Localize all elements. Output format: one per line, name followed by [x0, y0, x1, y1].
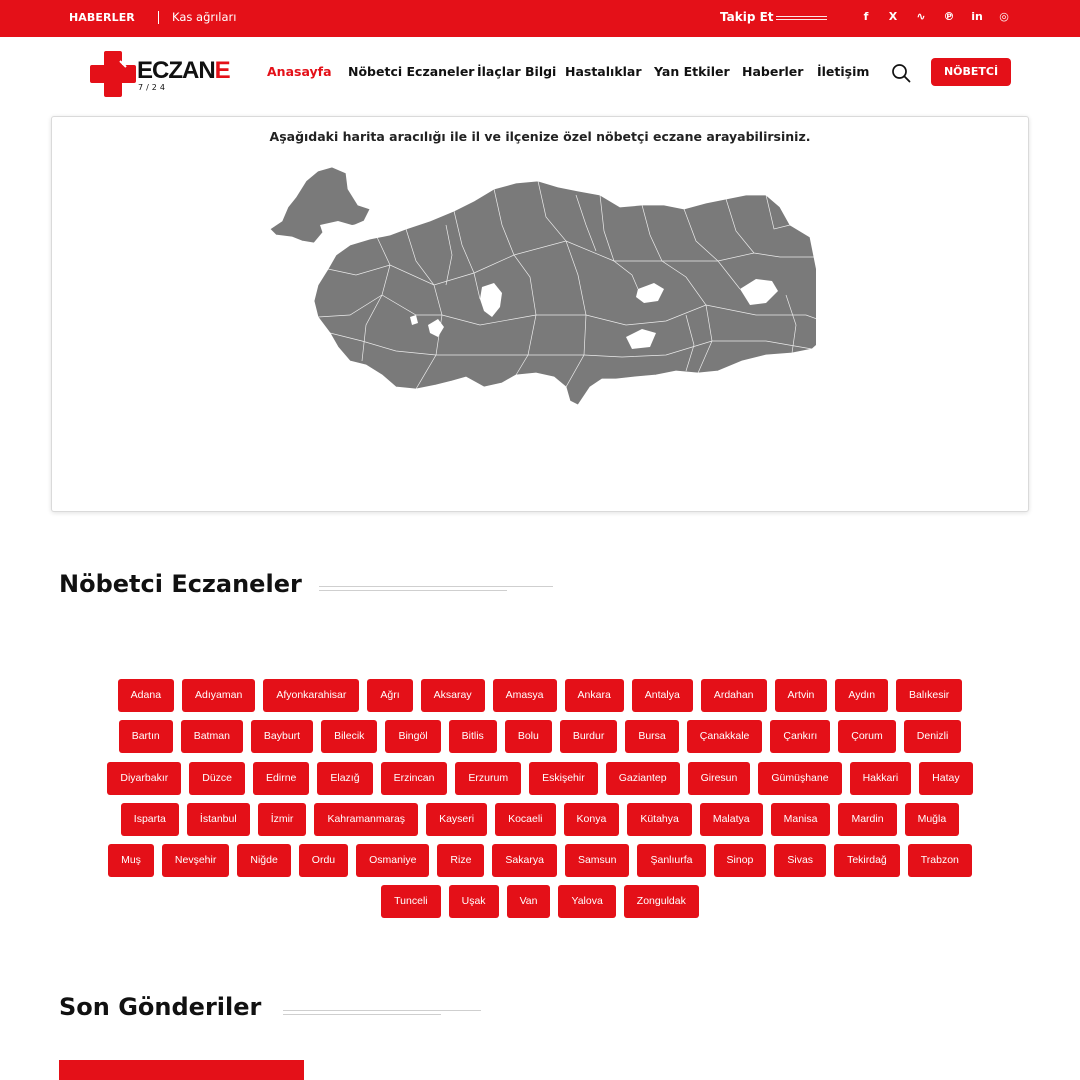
- city-button[interactable]: Nevşehir: [162, 844, 229, 877]
- city-button[interactable]: Ordu: [299, 844, 348, 877]
- facebook-icon[interactable]: f: [863, 10, 869, 23]
- site-logo[interactable]: [90, 51, 230, 97]
- city-button[interactable]: Ankara: [565, 679, 624, 712]
- city-button[interactable]: Bolu: [505, 720, 552, 753]
- logo-wordmark: ECZANE: [137, 57, 230, 84]
- city-button[interactable]: Niğde: [237, 844, 290, 877]
- city-button[interactable]: Malatya: [700, 803, 763, 836]
- map-anatolia[interactable]: [314, 181, 816, 405]
- city-button[interactable]: Bartın: [119, 720, 173, 753]
- city-button[interactable]: Muş: [108, 844, 154, 877]
- city-button[interactable]: Isparta: [121, 803, 179, 836]
- city-button[interactable]: Amasya: [493, 679, 557, 712]
- city-button[interactable]: Çankırı: [770, 720, 830, 753]
- ticker-separator: [158, 11, 159, 24]
- map-description: Aşağıdaki harita aracılığı ile il ve ilçenize özel nöbetçi eczane arayabilirsiniz.: [269, 129, 811, 144]
- city-button[interactable]: Erzincan: [381, 762, 448, 795]
- search-icon[interactable]: [891, 63, 911, 83]
- city-button[interactable]: İstanbul: [187, 803, 250, 836]
- city-button[interactable]: Hatay: [919, 762, 972, 795]
- city-button[interactable]: Gaziantep: [606, 762, 680, 795]
- city-button[interactable]: Diyarbakır: [107, 762, 181, 795]
- pinterest-icon[interactable]: ℗: [943, 10, 955, 23]
- city-button[interactable]: Tekirdağ: [834, 844, 900, 877]
- city-button[interactable]: Rize: [437, 844, 484, 877]
- city-button[interactable]: Ağrı: [367, 679, 412, 712]
- city-button[interactable]: Kahramanmaraş: [314, 803, 418, 836]
- city-button[interactable]: Giresun: [688, 762, 751, 795]
- x-twitter-icon[interactable]: X: [888, 10, 898, 23]
- city-row: [0, 762, 1080, 795]
- city-button[interactable]: Batman: [181, 720, 243, 753]
- on-duty-button[interactable]: NÖBETCİ: [931, 58, 1011, 86]
- city-button[interactable]: Artvin: [775, 679, 828, 712]
- city-button[interactable]: Eskişehir: [529, 762, 598, 795]
- city-button[interactable]: Bursa: [625, 720, 678, 753]
- city-button[interactable]: Çorum: [838, 720, 896, 753]
- linkedin-icon[interactable]: in: [971, 10, 983, 23]
- city-button[interactable]: Adana: [118, 679, 174, 712]
- city-button[interactable]: Düzce: [189, 762, 245, 795]
- city-button[interactable]: Bingöl: [385, 720, 440, 753]
- news-ticker-link[interactable]: Kas ağrıları: [172, 10, 237, 24]
- city-button[interactable]: Aksaray: [421, 679, 485, 712]
- city-button[interactable]: Elazığ: [317, 762, 372, 795]
- instagram-icon[interactable]: ◎: [999, 10, 1009, 23]
- city-button[interactable]: Uşak: [449, 885, 499, 918]
- city-button[interactable]: Sinop: [714, 844, 767, 877]
- city-button[interactable]: Ardahan: [701, 679, 767, 712]
- turkey-province-map[interactable]: [266, 165, 816, 410]
- city-row: [0, 803, 1080, 836]
- city-row: [0, 720, 1080, 753]
- top-bar: [0, 0, 1080, 37]
- city-button[interactable]: Balıkesir: [896, 679, 962, 712]
- map-card: [51, 116, 1029, 512]
- city-row: [0, 679, 1080, 712]
- duty-pharmacies-heading: Nöbetci Eczaneler: [59, 570, 302, 598]
- city-button[interactable]: Çanakkale: [687, 720, 763, 753]
- city-button[interactable]: Bitlis: [449, 720, 497, 753]
- city-button[interactable]: Afyonkarahisar: [263, 679, 359, 712]
- city-button[interactable]: Aydın: [835, 679, 888, 712]
- nav-side-effects[interactable]: Yan Etkiler: [654, 64, 730, 79]
- city-button[interactable]: Bayburt: [251, 720, 313, 753]
- city-button[interactable]: Gümüşhane: [758, 762, 841, 795]
- city-button[interactable]: Sakarya: [492, 844, 557, 877]
- city-button[interactable]: Manisa: [771, 803, 831, 836]
- recent-post-card[interactable]: [59, 1060, 304, 1080]
- city-button[interactable]: Trabzon: [908, 844, 972, 877]
- nav-contact[interactable]: İletişim: [817, 64, 870, 79]
- city-button[interactable]: Hakkari: [850, 762, 912, 795]
- city-button[interactable]: Antalya: [632, 679, 693, 712]
- nav-diseases[interactable]: Hastalıklar: [565, 64, 642, 79]
- nav-news[interactable]: Haberler: [742, 64, 804, 79]
- rss-icon[interactable]: ∿: [916, 10, 926, 23]
- follow-label: Takip Et: [720, 10, 774, 24]
- city-button[interactable]: Van: [507, 885, 551, 918]
- city-button[interactable]: Zonguldak: [624, 885, 699, 918]
- nav-duty-pharmacies[interactable]: Nöbetci Eczaneler: [348, 64, 475, 79]
- city-button[interactable]: Erzurum: [455, 762, 521, 795]
- city-button[interactable]: Konya: [564, 803, 620, 836]
- city-button[interactable]: Muğla: [905, 803, 960, 836]
- city-button[interactable]: Denizli: [904, 720, 962, 753]
- city-button[interactable]: Şanlıurfa: [637, 844, 705, 877]
- follow-decoration: [776, 16, 827, 20]
- city-button[interactable]: Kütahya: [627, 803, 692, 836]
- city-button[interactable]: Kocaeli: [495, 803, 555, 836]
- city-button[interactable]: Osmaniye: [356, 844, 429, 877]
- nav-medicine-info[interactable]: İlaçlar Bilgi: [477, 64, 557, 79]
- city-button[interactable]: Tunceli: [381, 885, 440, 918]
- city-button[interactable]: Edirne: [253, 762, 309, 795]
- city-button[interactable]: Samsun: [565, 844, 630, 877]
- city-button[interactable]: Yalova: [558, 885, 615, 918]
- site-header: [0, 37, 1080, 107]
- city-row: [0, 885, 1080, 918]
- nav-home[interactable]: Anasayfa: [267, 64, 332, 79]
- city-button[interactable]: Bilecik: [321, 720, 377, 753]
- medical-cross-icon: [90, 51, 138, 97]
- city-row: [0, 844, 1080, 877]
- city-button[interactable]: İzmir: [258, 803, 307, 836]
- city-button[interactable]: Kayseri: [426, 803, 487, 836]
- city-button[interactable]: Burdur: [560, 720, 618, 753]
- city-button[interactable]: Mardin: [838, 803, 896, 836]
- news-label: HABERLER: [69, 11, 135, 24]
- recent-posts-heading: Son Gönderiler: [59, 993, 262, 1021]
- city-button[interactable]: Sivas: [774, 844, 826, 877]
- city-button[interactable]: Adıyaman: [182, 679, 255, 712]
- logo-tagline: 7/24: [138, 83, 168, 92]
